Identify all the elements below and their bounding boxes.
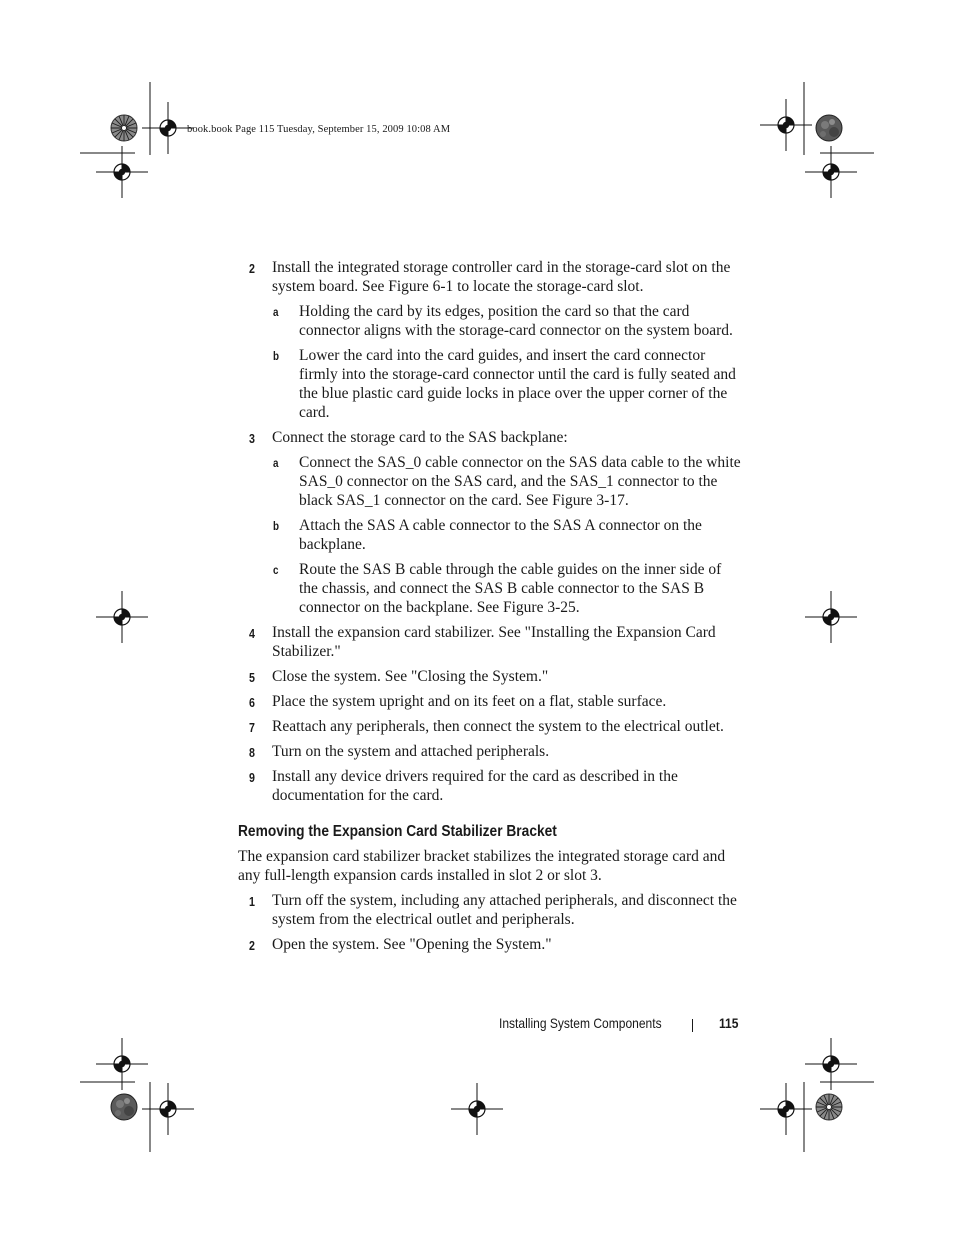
step-text: Place the system upright and on its feet on a flat, stable surface. (272, 693, 667, 710)
step-number: 5 (249, 670, 255, 685)
substep-item (238, 453, 743, 510)
step-item (238, 428, 743, 447)
step-item (238, 891, 743, 929)
step-number: 1 (249, 894, 255, 909)
substep-text: Connect the SAS_0 cable connector on the SAS data cable to the white SAS_0 connector on the SAS card, and the SAS_1 connector to the black SAS_1 connector on the card. See Figure 3-17. (299, 454, 741, 509)
step-item (238, 258, 743, 296)
step-text: Turn on the system and attached peripherals. (272, 743, 550, 760)
procedure-steps (238, 258, 743, 805)
step-item (238, 935, 743, 954)
substep-item (238, 560, 743, 617)
substep-letter: c (273, 563, 279, 577)
step-number: 4 (249, 626, 255, 641)
step-text: Install the expansion card stabilizer. See "Installing the Expansion Card Stabilizer." (272, 624, 716, 660)
substep-text: Holding the card by its edges, position the card so that the card connector aligns with the storage-card connector on the system board. (299, 303, 733, 339)
substep-text: Route the SAS B cable through the cable guides on the inner side of the chassis, and connect the SAS B cable connector to the SAS B connector on the backplane. See Figure 3-25. (299, 561, 722, 616)
step-text: Close the system. See "Closing the System." (272, 668, 549, 685)
step-text: Install the integrated storage controller card in the storage-card slot on the system board. See Figure 6-1 to locate the storage-card slot. (272, 259, 731, 295)
step-item (238, 623, 743, 661)
substep-item (238, 516, 743, 554)
step-text: Open the system. See "Opening the System." (272, 936, 552, 953)
step-number: 8 (249, 745, 255, 760)
substep-text: Lower the card into the card guides, and insert the card connector firmly into the storage-card connector until the card is fully seated and the blue plastic card guide locks in place over the upper corner of the card. (299, 347, 736, 421)
substep-item (238, 346, 743, 422)
step-item (238, 692, 743, 711)
section-intro: The expansion card stabilizer bracket stabilizes the integrated storage card and any full-length expansion cards installed in slot 2 or slot 3. (238, 848, 726, 884)
substep-letter: b (273, 519, 280, 533)
step-text: Turn off the system, including any attached peripherals, and disconnect the system from the electrical outlet and peripherals. (272, 892, 737, 928)
step-text: Install any device drivers required for the card as described in the documentation for the card. (272, 768, 678, 804)
step-item (238, 667, 743, 686)
section-heading: Removing the Expansion Card Stabilizer Bracket (238, 823, 557, 840)
step-number: 7 (249, 720, 255, 735)
step-item (238, 767, 743, 805)
substep-letter: a (273, 456, 279, 470)
substep-text: Attach the SAS A cable connector to the SAS A connector on the backplane. (299, 517, 702, 553)
substep-letter: a (273, 305, 279, 319)
page-number: 115 (719, 1015, 739, 1031)
removal-steps (238, 891, 743, 954)
print-slug: book.book Page 115 Tuesday, September 15, 2009 10:08 AM (187, 124, 451, 135)
step-item (238, 717, 743, 736)
step-number: 2 (249, 938, 255, 953)
page-body (238, 258, 743, 960)
substep-item (238, 302, 743, 340)
footer-section-label: Installing System Components (499, 1015, 662, 1031)
footer-separator (692, 1019, 693, 1032)
step-number: 2 (249, 261, 255, 276)
step-text: Connect the storage card to the SAS backplane: (272, 429, 568, 446)
step-text: Reattach any peripherals, then connect the system to the electrical outlet. (272, 718, 724, 735)
substep-letter: b (273, 349, 280, 363)
step-number: 9 (249, 770, 255, 785)
step-number: 6 (249, 695, 255, 710)
step-item (238, 742, 743, 761)
step-number: 3 (249, 431, 255, 446)
